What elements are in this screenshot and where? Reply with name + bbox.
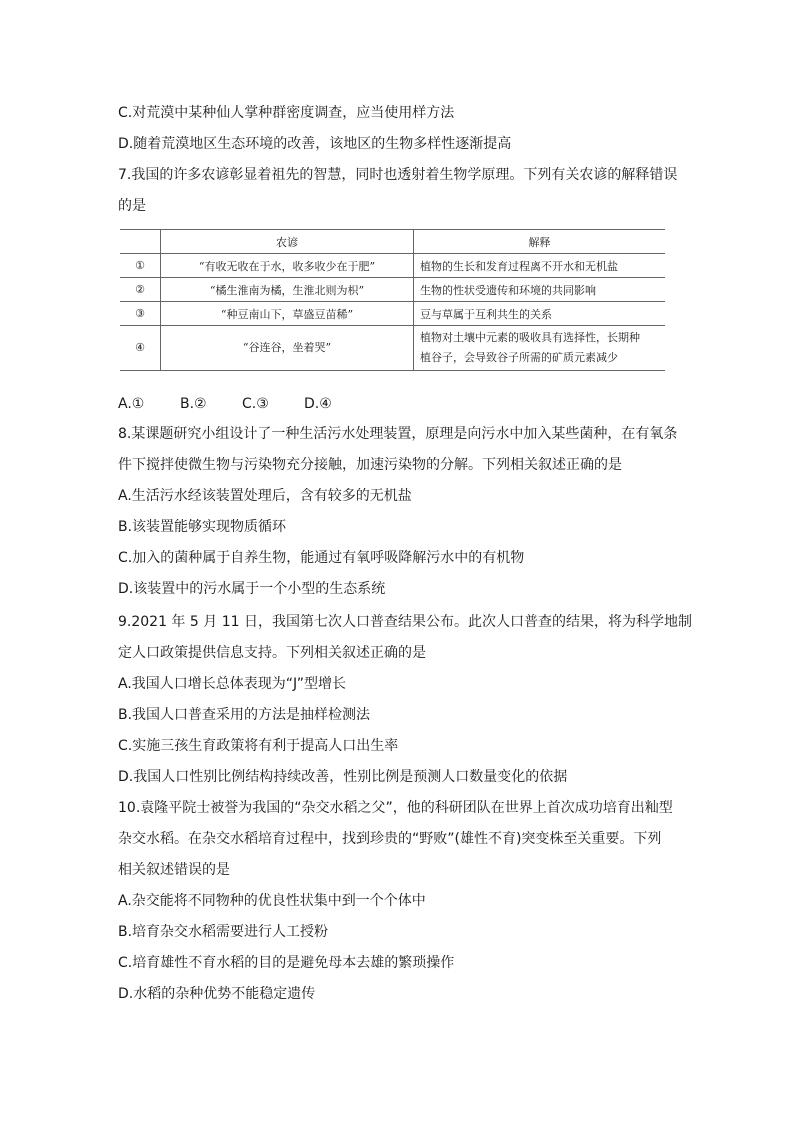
table-header-proverb: 农谚	[161, 230, 414, 254]
q10-stem-line3: 相关叙述错误的是	[118, 862, 230, 878]
row-explanation-line: 植物对土壤中元素的吸收具有选择性，长期种	[420, 331, 640, 344]
q8-option-a: A.生活污水经该装置处理后，含有较多的无机盐	[118, 488, 412, 504]
q8-option-b: B.该装置能够实现物质循环	[118, 519, 287, 535]
q8-stem-line2: 件下搅拌使微生物与污染物充分接触，加速污染物的分解。下列相关叙述正确的是	[118, 457, 622, 473]
q8-option-c: C.加入的菌种属于自养生物，能通过有氧呼吸降解污水中的有机物	[118, 550, 525, 566]
q8-option-d: D.该装置中的污水属于一个小型的生态系统	[118, 581, 386, 597]
table-header-row	[120, 230, 665, 254]
q7-option-d: D.④	[304, 396, 332, 412]
row-explanation	[414, 326, 666, 371]
row-proverb: “有收无收在于水，收多收少在于肥”	[161, 254, 414, 278]
row-number: ②	[120, 278, 161, 302]
q9-stem-line2: 定人口政策提供信息支持。下列相关叙述正确的是	[118, 645, 426, 661]
q9-option-d: D.我国人口性别比例结构持续改善，性别比例是预测人口数量变化的依据	[118, 769, 568, 785]
q9-option-a: A.我国人口增长总体表现为“J”型增长	[118, 676, 346, 692]
q6-option-d: D.随着荒漠地区生态环境的改善，该地区的生物多样性逐渐提高	[118, 136, 512, 152]
row-number: ③	[120, 302, 161, 326]
q10-option-c: C.培育雄性不育水稻的目的是避免母本去雄的繁琐操作	[118, 955, 455, 971]
table-row	[120, 326, 665, 371]
proverb-table	[120, 229, 665, 371]
row-number: ④	[120, 326, 161, 371]
q6-option-c: C.对荒漠中某种仙人掌种群密度调查，应当使用样方法	[118, 105, 455, 121]
row-proverb: “橘生淮南为橘，生淮北则为枳”	[161, 278, 414, 302]
table-header-explanation: 解释	[414, 230, 666, 254]
q9-option-b: B.我国人口普查采用的方法是抽样检测法	[118, 707, 371, 723]
q10-option-b: B.培育杂交水稻需要进行人工授粉	[118, 924, 329, 940]
q9-option-c: C.实施三孩生育政策将有利于提高人口出生率	[118, 738, 399, 754]
row-explanation: 植物的生长和发育过程离不开水和无机盐	[414, 254, 666, 278]
table-row	[120, 278, 665, 302]
q7-option-a: A.①	[118, 396, 145, 412]
q10-option-a: A.杂交能将不同物种的优良性状集中到一个个体中	[118, 893, 426, 909]
q7-stem-line1: 7.我国的许多农谚彰显着祖先的智慧，同时也透射着生物学原理。下列有关农谚的解释错误	[118, 167, 678, 183]
table-header-num	[120, 230, 161, 254]
q8-stem-line1: 8.某课题研究小组设计了一种生活污水处理装置，原理是向污水中加入某些菌种，在有氧条	[118, 426, 678, 442]
table-row	[120, 302, 665, 326]
q9-stem-line1: 9.2021 年 5 月 11 日，我国第七次人口普查结果公布。此次人口普查的结果，将为科学地制	[118, 614, 692, 630]
q7-options	[118, 394, 332, 414]
table-row	[120, 254, 665, 278]
row-explanation: 生物的性状受遗传和环境的共同影响	[414, 278, 666, 302]
q7-option-c: C.③	[242, 396, 269, 412]
row-explanation: 豆与草属于互利共生的关系	[414, 302, 666, 326]
q10-option-d: D.水稻的杂种优势不能稳定遗传	[118, 986, 316, 1002]
row-explanation-line: 植谷子，会导致谷子所需的矿质元素减少	[420, 351, 618, 364]
q7-stem-line2: 的是	[118, 198, 146, 214]
q10-stem-line2: 杂交水稻。在杂交水稻培育过程中，找到珍贵的“野败”(雄性不育)突变株至关重要。下列	[118, 831, 662, 847]
row-number: ①	[120, 254, 161, 278]
row-proverb: “种豆南山下，草盛豆苗稀”	[161, 302, 414, 326]
q7-option-b: B.②	[180, 396, 207, 412]
row-proverb: “谷连谷，坐着哭”	[161, 326, 414, 371]
q10-stem-line1: 10.袁隆平院士被誉为我国的“杂交水稻之父”，他的科研团队在世界上首次成功培育出籼型	[118, 800, 673, 816]
